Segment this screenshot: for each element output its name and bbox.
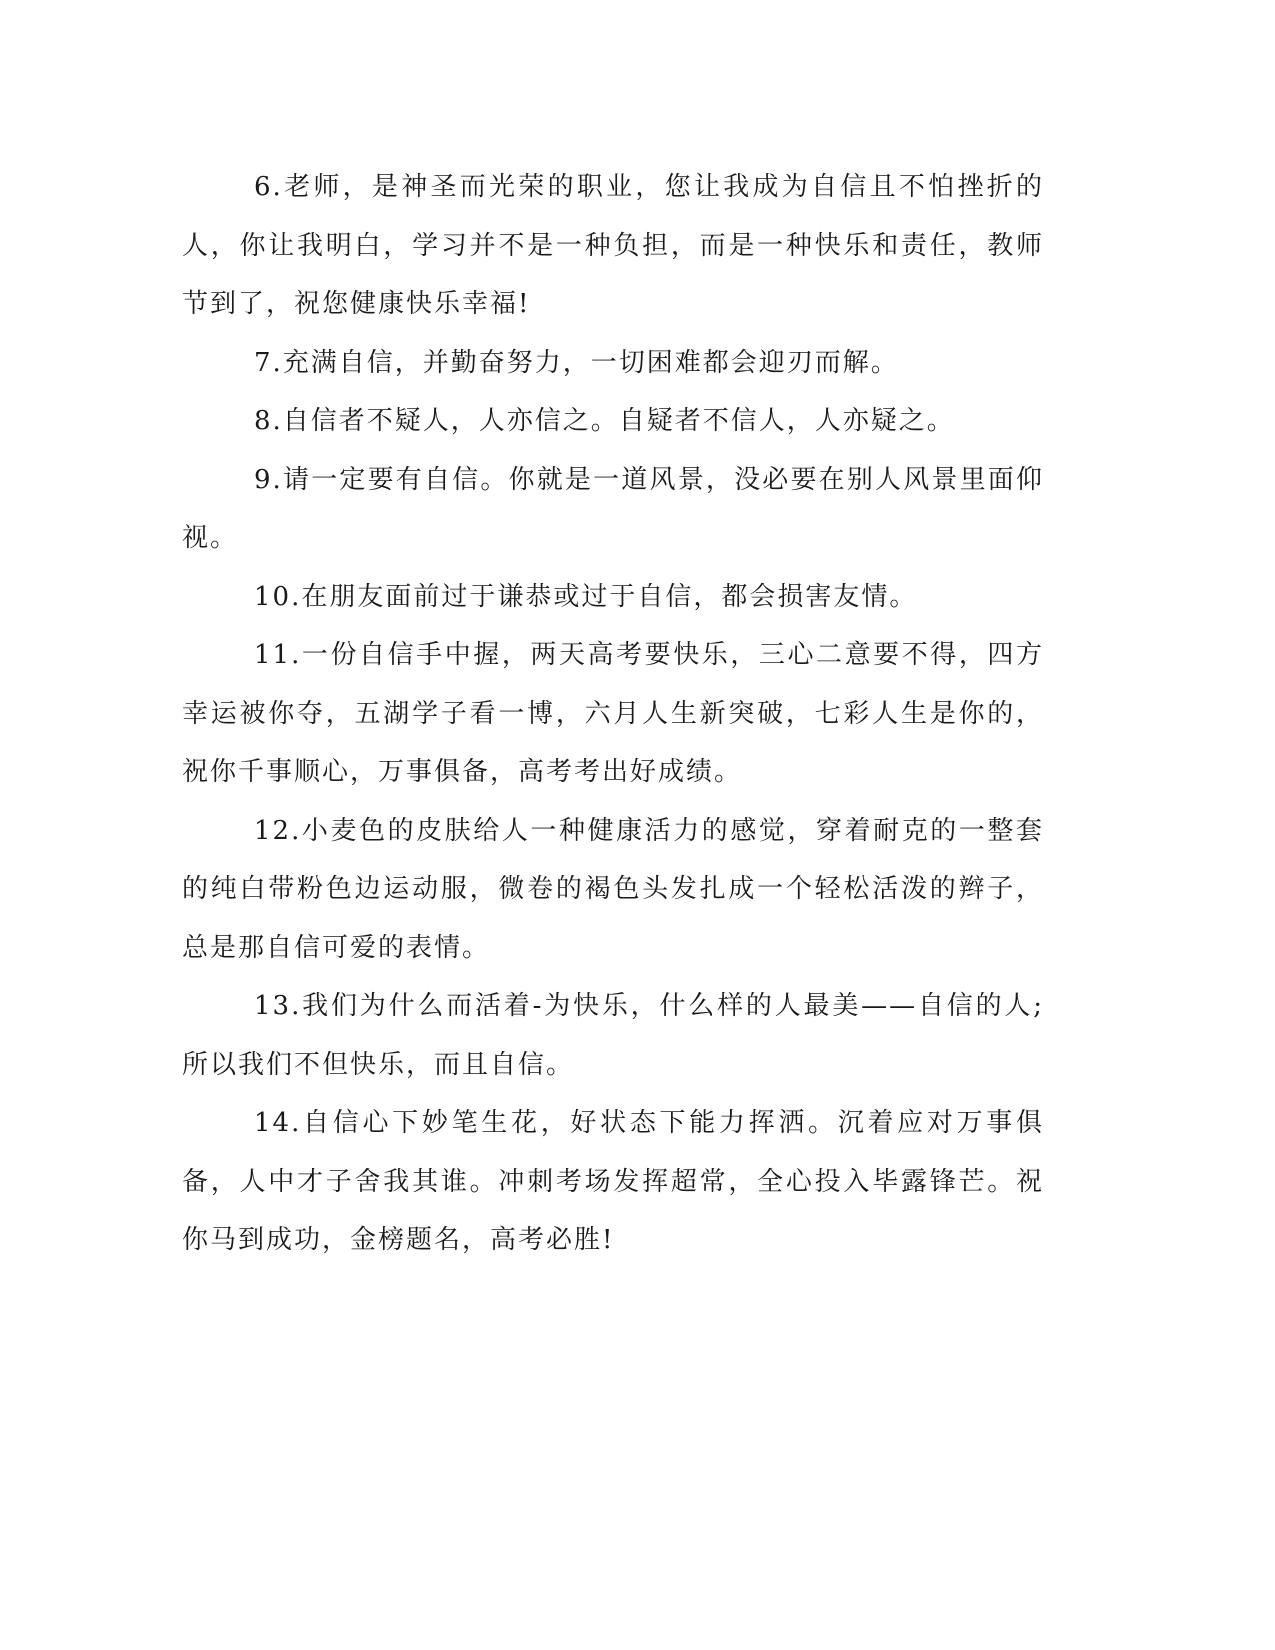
paragraph-13: 13.我们为什么而活着-为快乐，什么样的人最美——自信的人;所以我们不但快乐，而且自信。 <box>182 991 1044 1080</box>
paragraph-14: 14.自信心下妙笔生花，好状态下能力挥洒。沉着应对万事俱备，人中才子舍我其谁。冲刺考场发挥超常，全心投入毕露锋芒。祝你马到成功，金榜题名，高考必胜! <box>182 1108 1044 1255</box>
paragraph-6: 6.老师，是神圣而光荣的职业，您让我成为自信且不怕挫折的人，你让我明白，学习并不是一种负担，而是一种快乐和责任，教师节到了，祝您健康快乐幸福! <box>182 172 1044 319</box>
paragraph-10: 10.在朋友面前过于谦恭或过于自信，都会损害友情。 <box>254 581 918 612</box>
paragraph-12: 12.小麦色的皮肤给人一种健康活力的感觉，穿着耐克的一整套的纯白带粉色边运动服，微卷的褐色头发扎成一个轻松活泼的辫子，总是那自信可爱的表情。 <box>182 815 1044 963</box>
paragraph-11: 11.一份自信手中握，两天高考要快乐，三心二意要不得，四方幸运被你夺，五湖学子看一博，六月人生新突破，七彩人生是你的，祝你千事顺心，万事俱备，高考考出好成绩。 <box>182 640 1044 787</box>
paragraph-7: 7.充满自信，并勤奋努力，一切困难都会迎刃而解。 <box>254 347 899 378</box>
document-body <box>182 158 1044 1270</box>
paragraph-8: 8.自信者不疑人，人亦信之。自疑者不信人，人亦疑之。 <box>254 406 955 436</box>
paragraph-9: 9.请一定要有自信。你就是一道风景，没必要在别人风景里面仰视。 <box>182 464 1044 553</box>
